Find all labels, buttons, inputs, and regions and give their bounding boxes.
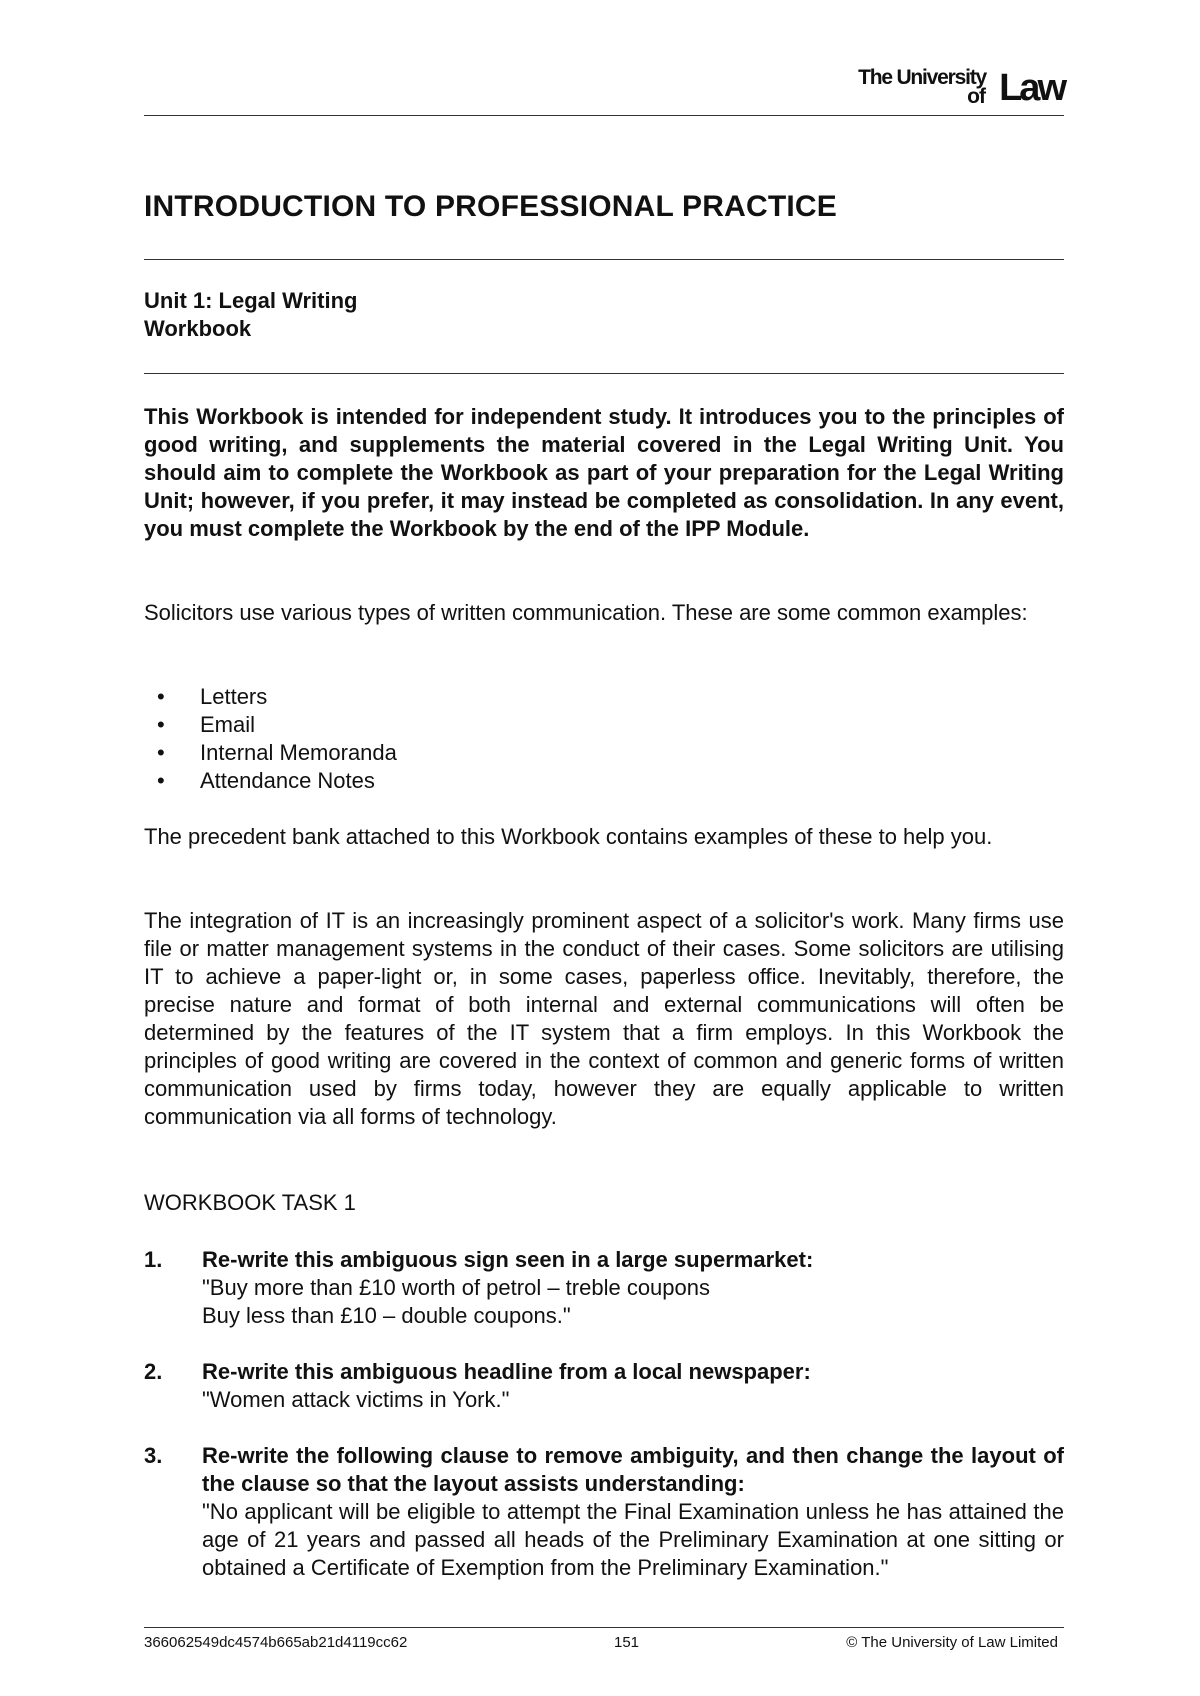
logo-line-1: The University [858, 66, 986, 89]
page-number: 151 [614, 1634, 640, 1651]
task-instruction: Re-write this ambiguous sign seen in a large supermarket: [202, 1247, 814, 1272]
list-item-text: Attendance Notes [200, 768, 375, 793]
copyright-notice: © The University of Law Limited [846, 1634, 1058, 1651]
task-instruction: Re-write this ambiguous headline from a local newspaper: [202, 1359, 811, 1384]
precedent-paragraph: The precedent bank attached to this Workbook contains examples of these to help you. [144, 824, 993, 849]
bullet-icon: • [157, 768, 165, 793]
logo-line-3: Law [999, 67, 1064, 109]
page-title: INTRODUCTION TO PROFESSIONAL PRACTICE [144, 190, 837, 223]
task-instruction: Re-write the following clause to remove ambiguity, and then change the layout of the clause so that the layout assists understanding: [202, 1443, 1064, 1496]
bullet-icon: • [157, 712, 165, 737]
document-page [144, 0, 1064, 1696]
footer-rule [144, 1627, 1064, 1628]
unit-rule [144, 373, 1064, 374]
bullet-icon: • [157, 684, 165, 709]
task-heading: WORKBOOK TASK 1 [144, 1190, 356, 1215]
list-item-text: Email [200, 712, 256, 737]
task-quote: "No applicant will be eligible to attempt the Final Examination unless he has attained the age of 21 years and passed all heads of the Preliminary Examination at one sitting or obtained a Certificate of Exemption from the Preliminary Examination." [202, 1499, 1064, 1580]
unit-subtitle: Workbook [144, 316, 252, 341]
task-number: 2. [144, 1359, 163, 1384]
logo-line-2: of [967, 85, 985, 108]
it-paragraph: The integration of IT is an increasingly prominent aspect of a solicitor's work. Many firms use file or matter management systems in the conduct of their cases. Some solicitors are utilising IT to achieve a paper-light or, in some cases, paperless office. Inevitably, therefore, the precise nature and format of both internal and external communications will often be determined by the features of the IT system that a firm employs. In this Workbook the principles of good writing are covered in the context of common and generic forms of written communication used by firms today, however they are equally applicable to written communication via all forms of technology. [144, 908, 1064, 1129]
document-id: 366062549dc4574b665ab21d4119cc62 [144, 1634, 408, 1651]
intro-paragraph: This Workbook is intended for independent study. It introduces you to the principles of good writing, and supplements the material covered in the Legal Writing Unit. You should aim to complete the Workbook as part of your preparation for the Legal Writing Unit; however, if you prefer, it may instead be completed as consolidation. In any event, you must complete the Workbook by the end of the IPP Module. [144, 404, 1064, 541]
university-logo [860, 62, 1064, 112]
communication-paragraph: Solicitors use various types of written communication. These are some common examples: [144, 600, 1028, 625]
unit-title: Unit 1: Legal Writing [144, 288, 358, 313]
list-item-text: Internal Memoranda [200, 740, 397, 765]
task-quote: "Buy more than £10 worth of petrol – treble coupons [202, 1275, 710, 1300]
task-quote: Buy less than £10 – double coupons." [202, 1303, 571, 1328]
list-item-text: Letters [200, 684, 268, 709]
task-number: 1. [144, 1247, 163, 1272]
task-number: 3. [144, 1443, 163, 1468]
bullet-icon: • [157, 740, 165, 765]
task-quote: "Women attack victims in York." [202, 1387, 510, 1412]
title-rule [144, 259, 1064, 260]
header-rule [144, 115, 1064, 116]
